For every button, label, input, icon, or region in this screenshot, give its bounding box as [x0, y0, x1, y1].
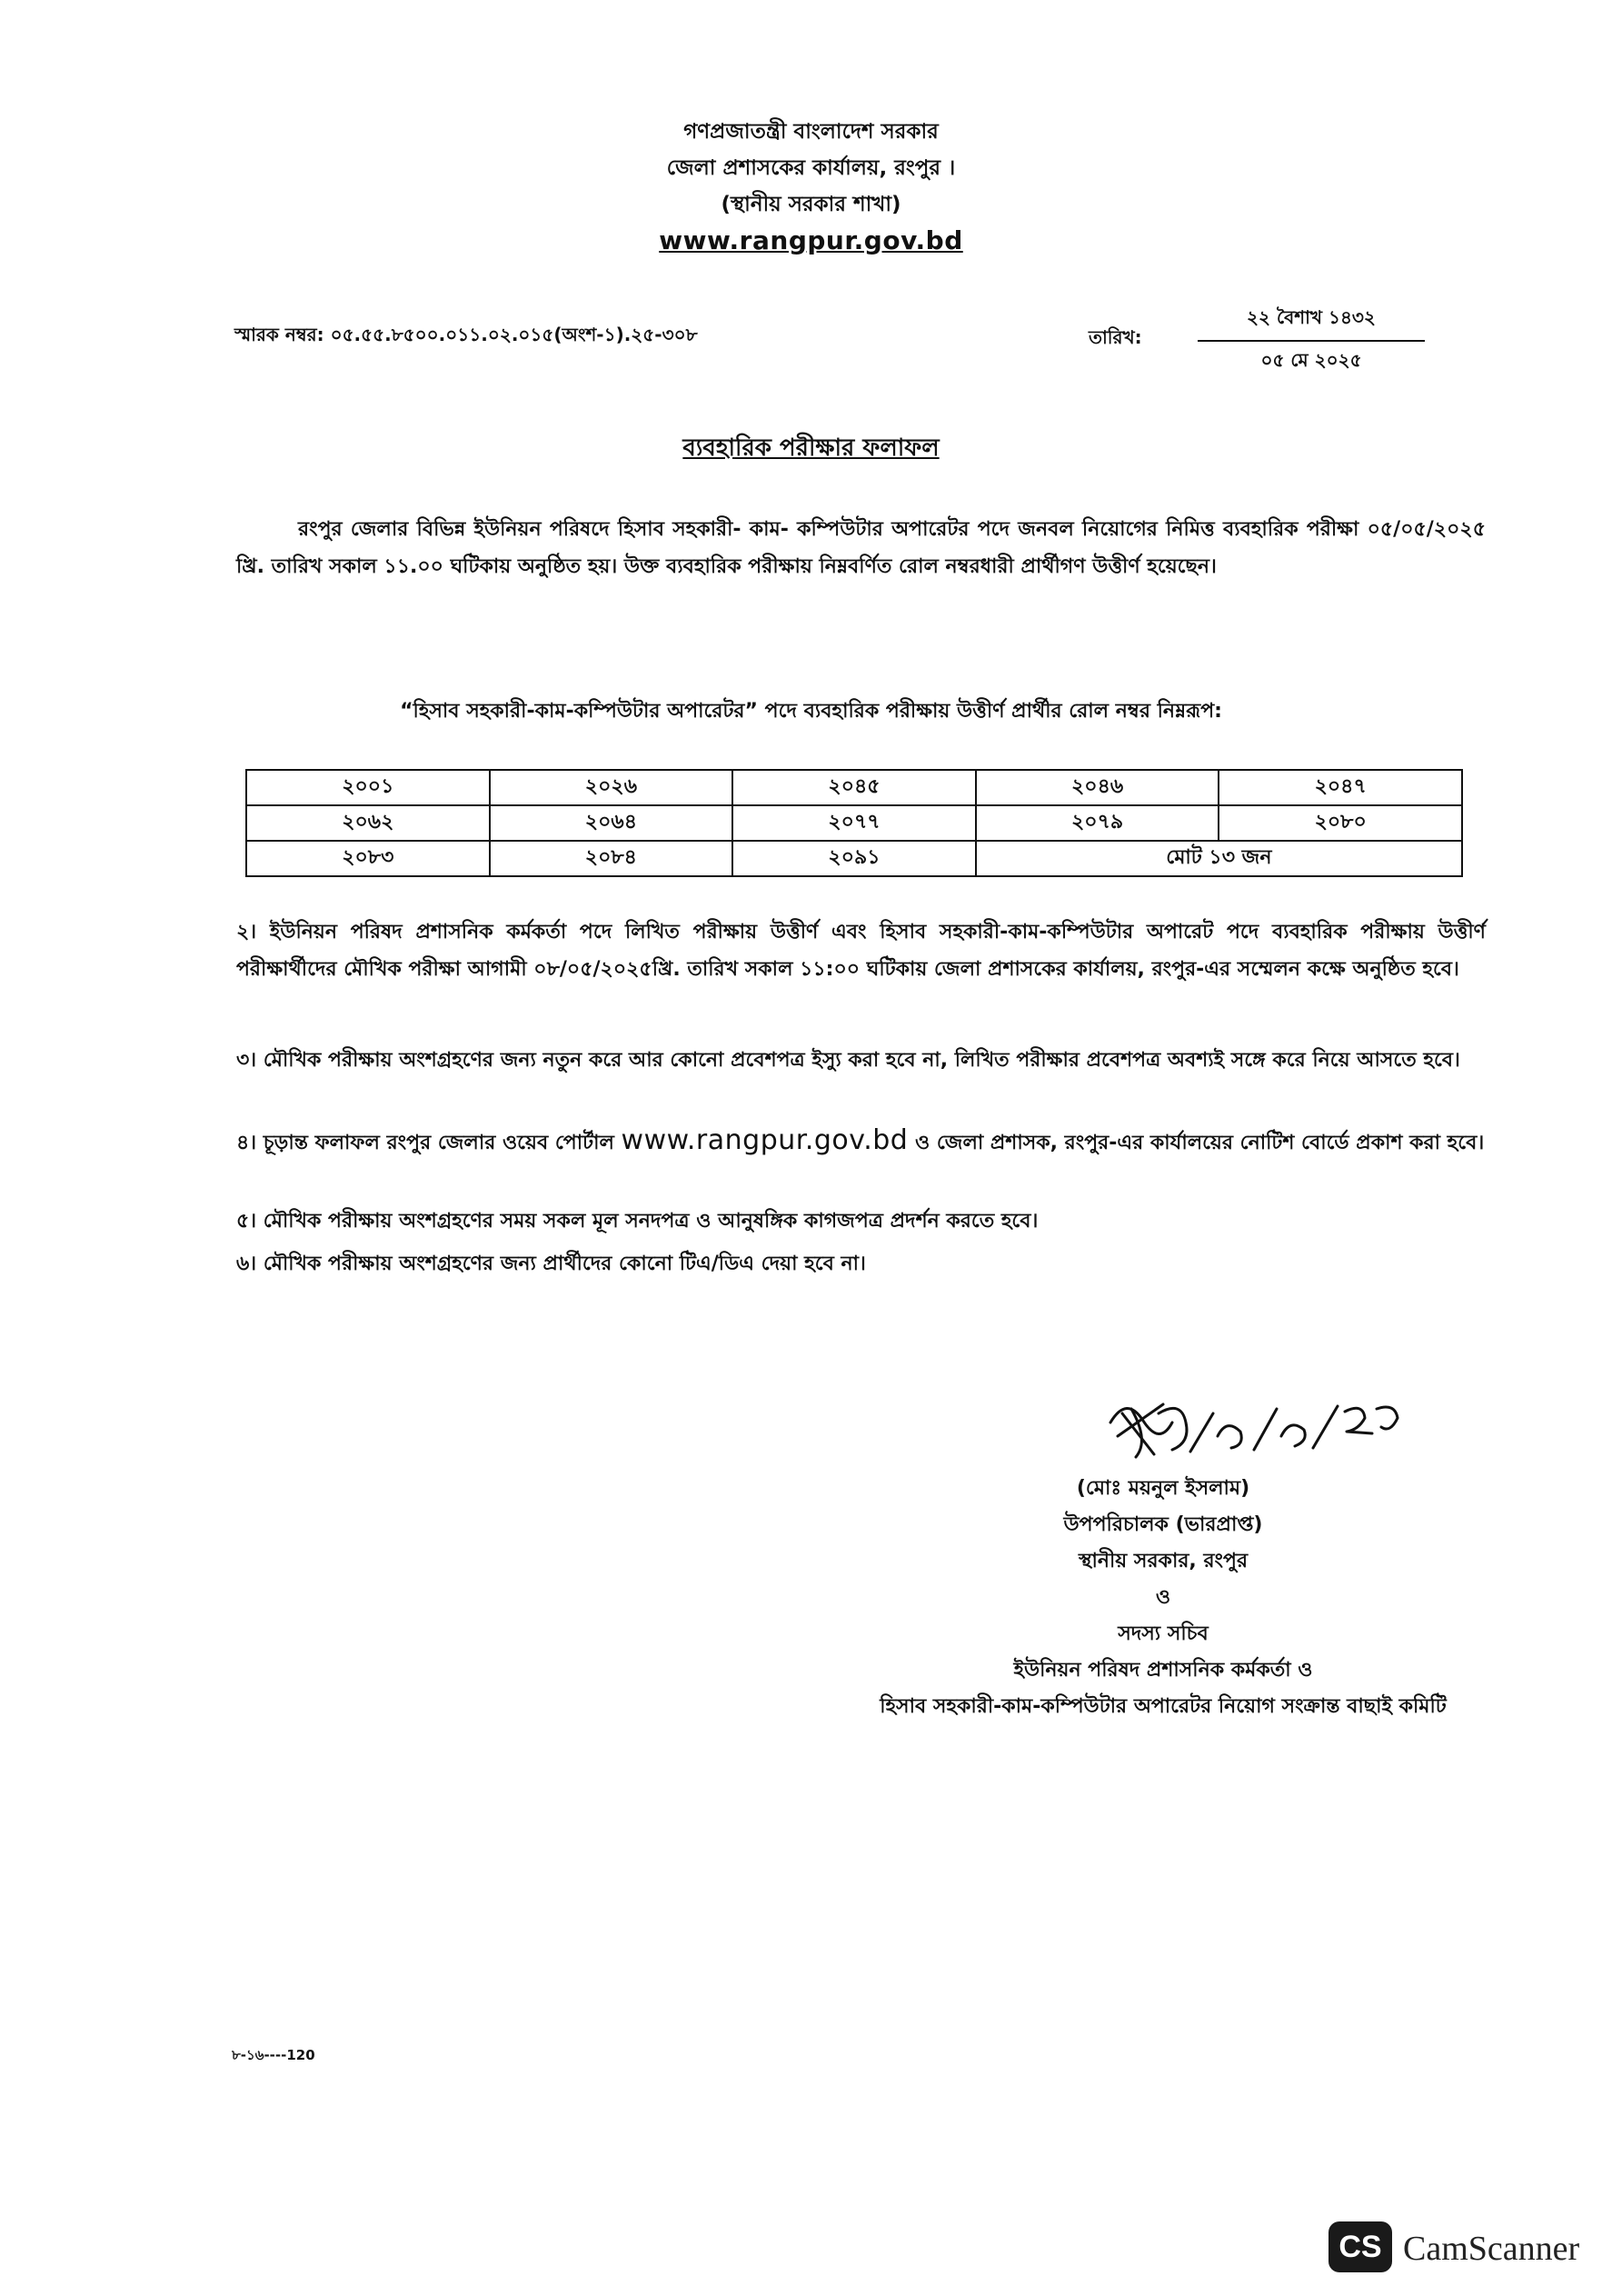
signatory-designation: উপপরিচালক (ভারপ্রাপ্ত)	[1063, 1513, 1263, 1536]
roll-number-table	[245, 769, 1463, 877]
roll-cell: ২০৬৪	[490, 805, 733, 841]
roll-cell: ২০৮৪	[490, 841, 733, 876]
camscanner-watermark: CamScanner	[1403, 2230, 1580, 2268]
intro-paragraph: রংপুর জেলার বিভিন্ন ইউনিয়ন পরিষদে হিসাব সহকারী- কাম- কম্পিউটার অপারেটর পদে জনবল নিয়োগের নিমিত্ত ব্যবহারিক পরীক্ষা ০৫/০৫/২০২৫ খ্রি. তারিখ সকাল ১১.০০ ঘটিকায় অনুষ্ঠিত হয়। উক্ত ব্যবহারিক পরীক্ষায় নিম্নবর্ণিত রোল নম্বরধারী প্রার্থীগণ উত্তীর্ণ হয়েছেন।	[236, 518, 1486, 578]
roll-cell: ২০২৬	[490, 770, 733, 805]
point-5: ৫। মৌখিক পরীক্ষায় অংশগ্রহণের সময় সকল মূল সনদপত্র ও আনুষঙ্গিক কাগজপত্র প্রদর্শন করতে হবে।	[236, 1210, 1039, 1233]
point-4	[236, 1122, 1486, 1162]
office-name: জেলা প্রশাসকের কার্যালয়, রংপুর ।	[666, 156, 956, 180]
date-bangla: ২২ বৈশাখ ১৪৩২	[1198, 304, 1425, 342]
point-4-post: ও জেলা প্রশাসক, রংপুর-এর কার্যালয়ের নোটিশ বোর্ডে প্রকাশ করা হবে।	[908, 1132, 1485, 1154]
signatory-office: স্থানীয় সরকার, রংপুর	[1078, 1550, 1249, 1572]
total-count-cell: মোট ১৩ জন	[976, 841, 1462, 876]
branch-name: (স্থানীয় সরকার শাখা)	[721, 193, 901, 216]
memo-number: স্মারক নম্বর: ০৫.৫৫.৮৫০০.০১১.০২.০১৫(অংশ-১).২৫-৩০৮	[234, 324, 698, 345]
table-row	[246, 770, 1462, 805]
roll-cell: ২০৭৭	[732, 805, 976, 841]
date-english: ০৫ মে ২০২৫	[1260, 349, 1362, 371]
roll-cell: ২০৬২	[246, 805, 490, 841]
committee-line-2: হিসাব সহকারী-কাম-কম্পিউটার অপারেটর নিয়োগ সংক্রান্ত বাছাই কমিটি	[880, 1695, 1447, 1718]
subject-title	[0, 429, 1622, 469]
table-row	[246, 841, 1462, 876]
roll-cell: ২০৯১	[732, 841, 976, 876]
handwritten-signature	[1100, 1386, 1427, 1468]
roll-cell: ২০৮৩	[246, 841, 490, 876]
point-6: ৬। মৌখিক পরীক্ষায় অংশগ্রহণের জন্য প্রার্থীদের কোনো টিএ/ডিএ দেয়া হবে না।	[236, 1253, 866, 1275]
signatory-role: সদস্য সচিব	[1118, 1622, 1209, 1645]
office-website[interactable]: www.rangpur.gov.bd	[659, 225, 963, 255]
signatory-conjunction: ও	[1155, 1586, 1171, 1609]
govt-name: গণপ্রজাতন্ত্রী বাংলাদেশ সরকার	[683, 120, 939, 144]
signatory-name: (মোঃ ময়নুল ইসলাম)	[1076, 1477, 1250, 1500]
roll-cell: ২০৭৯	[976, 805, 1219, 841]
roll-cell: ২০৮০	[1219, 805, 1462, 841]
portal-link[interactable]: www.rangpur.gov.bd	[621, 1124, 909, 1156]
roll-list-heading: “হিসাব সহকারী-কাম-কম্পিউটার অপারেটর” পদে ব্যবহারিক পরীক্ষায় উত্তীর্ণ প্রার্থীর রোল নম্বর নিম্নরূপ:	[400, 700, 1222, 723]
footer-code: ৮-১৬----120	[232, 2047, 315, 2063]
committee-line-1: ইউনিয়ন পরিষদ প্রশাসনিক কর্মকর্তা ও	[1013, 1659, 1313, 1682]
roll-cell: ২০৪৫	[732, 770, 976, 805]
roll-cell: ২০৪৬	[976, 770, 1219, 805]
office-header	[509, 114, 1113, 259]
roll-cell: ২০৪৭	[1219, 770, 1462, 805]
date-block	[1198, 304, 1425, 377]
point-2: ২। ইউনিয়ন পরিষদ প্রশাসনিক কর্মকর্তা পদে লিখিত পরীক্ষায় উত্তীর্ণ এবং হিসাব সহকারী-কাম-কম্পিউটার অপারেট পদে ব্যবহারিক পরীক্ষায় উত্তীর্ণ পরীক্ষার্থীদের মৌখিক পরীক্ষা আগামী ০৮/০৫/২০২৫খ্রি. তারিখ সকাল ১১:০০ ঘটিকায় জেলা প্রশাসকের কার্যালয়, রংপুর-এর সম্মেলন কক্ষে অনুষ্ঠিত হবে।	[236, 921, 1486, 981]
date-label: তারিখ:	[1089, 326, 1142, 348]
point-3: ৩। মৌখিক পরীক্ষায় অংশগ্রহণের জন্য নতুন করে আর কোনো প্রবেশপত্র ইস্যু করা হবে না, লিখিত পরীক্ষার প্রবেশপত্র অবশ্যই সঙ্গে করে নিয়ে আসতে হবে।	[236, 1049, 1460, 1072]
table-row	[246, 805, 1462, 841]
roll-cell: ২০০১	[246, 770, 490, 805]
camscanner-logo-icon: CS	[1328, 2221, 1392, 2272]
point-4-pre: ৪। চূড়ান্ত ফলাফল রংপুর জেলার ওয়েব পোর্টাল	[236, 1132, 622, 1154]
subject-text: ব্যবহারিক পরীক্ষার ফলাফল	[682, 434, 940, 462]
signatory-block	[800, 1471, 1527, 1725]
